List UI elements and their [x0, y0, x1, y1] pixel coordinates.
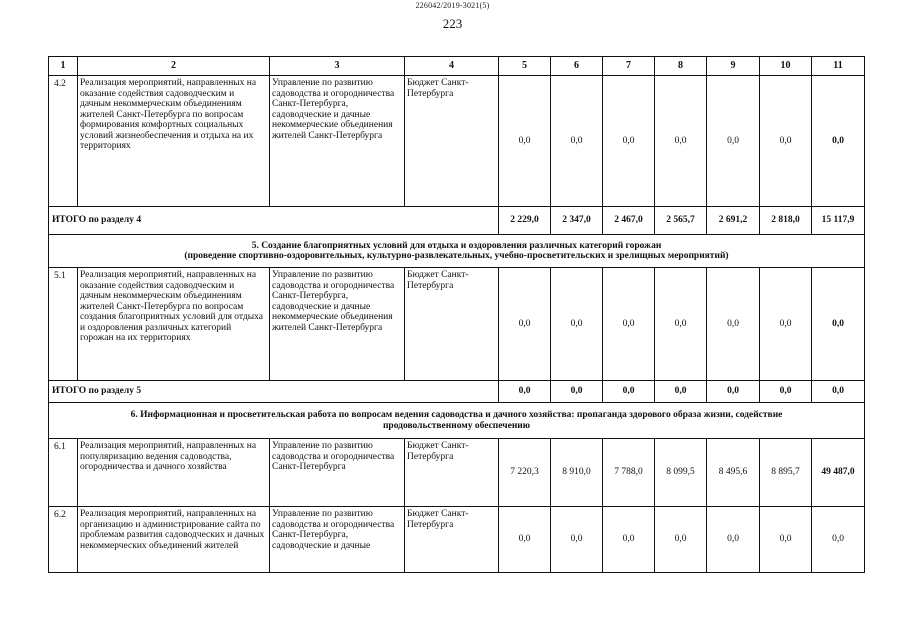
executor-cell: Управление по развитию садоводства и огородничества Санкт-Петербурга, садоводческие и дачные	[270, 507, 405, 573]
column-header: 1	[49, 57, 78, 76]
activity-cell: Реализация мероприятий, направленных на оказание содействия садоводческим и дачным некоммерческим объединениям жителей Санкт-Петербурга по вопросам создания благоприятных условий для отдыха и оздоровления различных категорий горожан на их территориях	[78, 268, 270, 381]
value-cell: 0,0	[655, 507, 707, 573]
row-index: 5.1	[49, 268, 78, 381]
value-cell: 0,0	[707, 268, 760, 381]
executor-cell: Управление по развитию садоводства и огородничества Санкт-Петербурга, садоводческие и дачные некоммерческие объединения жителей Санкт-Петербурга	[270, 76, 405, 207]
funding-source-cell: Бюджет Санкт-Петербурга	[405, 76, 499, 207]
page-number: 223	[442, 16, 463, 31]
value-cell: 0,0	[707, 507, 760, 573]
value-cell: 7 788,0	[603, 439, 655, 507]
value-cell: 0,0	[551, 268, 603, 381]
value-cell: 0,0	[499, 268, 551, 381]
column-header: 9	[707, 57, 760, 76]
value-cell: 2 467,0	[603, 207, 655, 235]
value-cell: 0,0	[655, 76, 707, 207]
value-cell: 0,0	[707, 381, 760, 403]
value-cell: 7 220,3	[499, 439, 551, 507]
table-row	[49, 76, 865, 207]
table-row	[49, 268, 865, 381]
value-cell: 0,0	[655, 268, 707, 381]
executor-cell: Управление по развитию садоводства и огородничества Санкт-Петербурга, садоводческие и дачные некоммерческие объединения жителей Санкт-Петербурга	[270, 268, 405, 381]
table-row	[49, 507, 865, 573]
section-heading-row	[49, 403, 865, 439]
value-cell: 2 818,0	[760, 207, 812, 235]
value-total-cell: 49 487,0	[812, 439, 865, 507]
value-total-cell: 0,0	[812, 76, 865, 207]
section-total-row	[49, 207, 865, 235]
value-total-cell: 0,0	[812, 268, 865, 381]
column-header: 6	[551, 57, 603, 76]
value-cell: 0,0	[603, 507, 655, 573]
document-number: 226042/2019-3021(5)	[415, 1, 490, 10]
table-row	[49, 439, 865, 507]
column-header: 4	[405, 57, 499, 76]
section-heading-line: продовольственному обеспечению	[382, 420, 531, 431]
value-cell: 0,0	[603, 381, 655, 403]
row-index: 6.1	[49, 439, 78, 507]
value-cell: 0,0	[551, 381, 603, 403]
column-header: 5	[499, 57, 551, 76]
funding-source-cell: Бюджет Санкт-Петербурга	[405, 268, 499, 381]
value-cell: 0,0	[760, 76, 812, 207]
section-heading-line: 5. Создание благоприятных условий для отдыха и оздоровления различных категорий горожан	[251, 240, 662, 251]
value-cell: 8 099,5	[655, 439, 707, 507]
value-total-cell: 0,0	[812, 507, 865, 573]
section-total-row	[49, 381, 865, 403]
column-header: 3	[270, 57, 405, 76]
column-header: 10	[760, 57, 812, 76]
column-header: 11	[812, 57, 865, 76]
section-heading-line: 6. Информационная и просветительская работа по вопросам ведения садоводства и дачного хозяйства: пропаганда здорового образа жизни, содействие	[130, 410, 783, 420]
value-cell: 0,0	[603, 268, 655, 381]
value-cell: 0,0	[499, 507, 551, 573]
value-cell: 0,0	[603, 76, 655, 207]
column-header: 7	[603, 57, 655, 76]
section-heading	[49, 235, 865, 268]
row-index: 6.2	[49, 507, 78, 573]
value-cell: 2 691,2	[707, 207, 760, 235]
value-cell: 0,0	[551, 76, 603, 207]
section-heading-line: (проведение спортивно-оздоровительных, культурно-развлекательных, учебно-просветительских и зрелищных мероприятий)	[184, 251, 729, 261]
activity-cell: Реализация мероприятий, направленных на популяризацию ведения садоводства, огородничества и дачного хозяйства	[78, 439, 270, 507]
section-total-label: ИТОГО по разделу 5	[49, 381, 499, 403]
value-cell: 8 495,6	[707, 439, 760, 507]
funding-source-cell: Бюджет Санкт-Петербурга	[405, 507, 499, 573]
value-cell: 0,0	[760, 381, 812, 403]
value-cell: 0,0	[499, 76, 551, 207]
value-cell: 2 347,0	[551, 207, 603, 235]
value-total-cell: 15 117,9	[812, 207, 865, 235]
value-cell: 0,0	[760, 507, 812, 573]
value-cell: 0,0	[551, 507, 603, 573]
column-header: 2	[78, 57, 270, 76]
activity-cell: Реализация мероприятий, направленных на организацию и администрирование сайта по проблемам развития садоводческих и дачных некоммерческих объединений жителей	[78, 507, 270, 573]
value-cell: 2 565,7	[655, 207, 707, 235]
program-table	[48, 56, 865, 573]
value-cell: 2 229,0	[499, 207, 551, 235]
section-heading	[49, 403, 865, 439]
value-cell: 0,0	[707, 76, 760, 207]
row-index: 4.2	[49, 76, 78, 207]
section-total-label: ИТОГО по разделу 4	[49, 207, 499, 235]
value-cell: 0,0	[760, 268, 812, 381]
table-header-row	[49, 57, 865, 76]
value-cell: 0,0	[655, 381, 707, 403]
funding-source-cell: Бюджет Санкт-Петербурга	[405, 439, 499, 507]
value-total-cell: 0,0	[812, 381, 865, 403]
value-cell: 0,0	[499, 381, 551, 403]
activity-cell: Реализация мероприятий, направленных на оказание содействия садоводческим и дачным некоммерческим объединениям жителей Санкт-Петербурга по вопросам формирования комфортных социальных условий жизнеобеспечения и отдыха на их территориях	[78, 76, 270, 207]
value-cell: 8 910,0	[551, 439, 603, 507]
executor-cell: Управление по развитию садоводства и огородничества Санкт-Петербурга	[270, 439, 405, 507]
value-cell: 8 895,7	[760, 439, 812, 507]
section-heading-row	[49, 235, 865, 268]
column-header: 8	[655, 57, 707, 76]
